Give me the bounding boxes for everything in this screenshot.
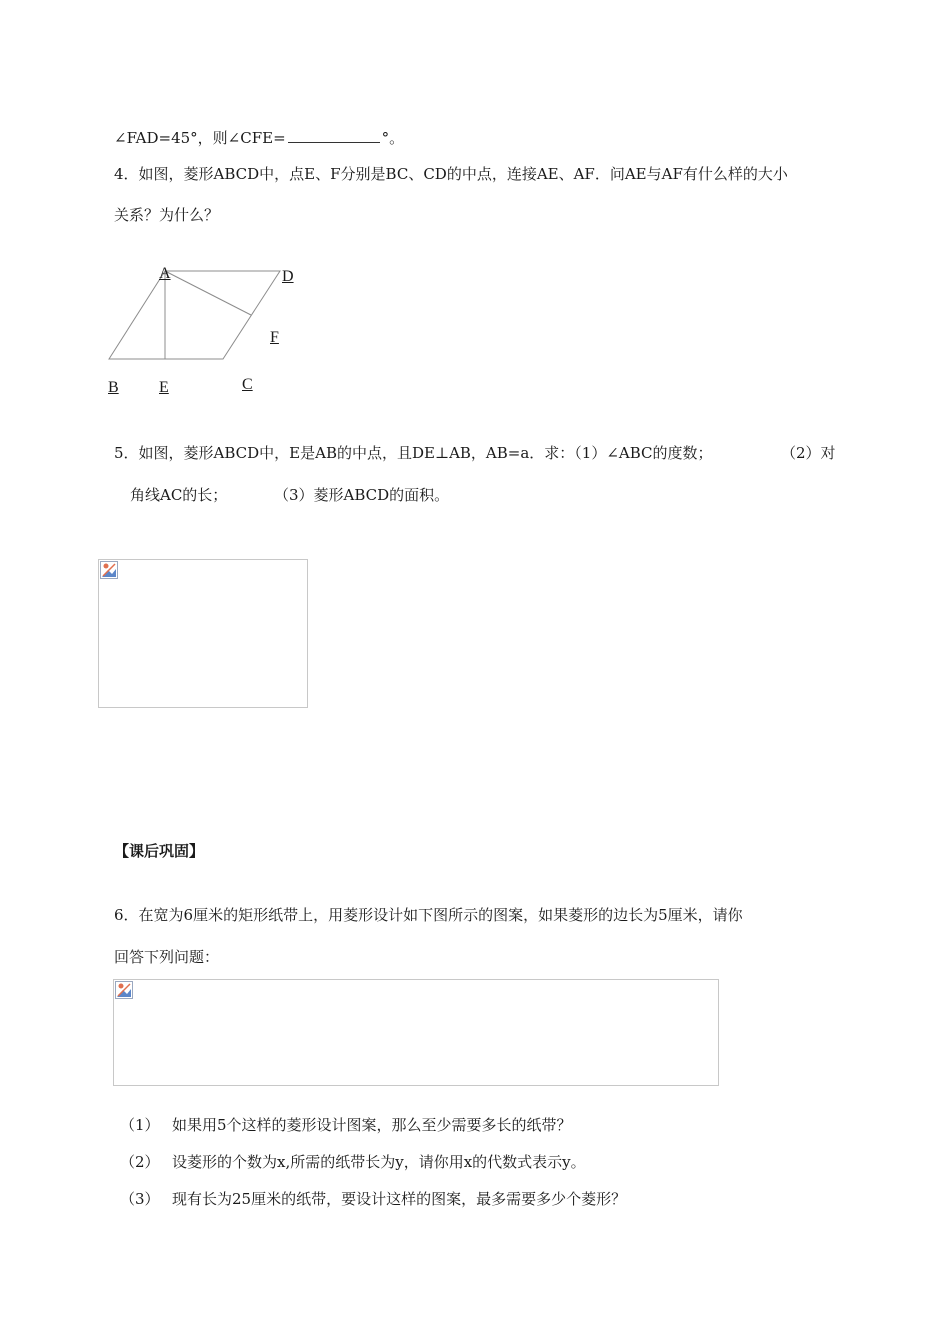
segment-af bbox=[165, 271, 251, 315]
q5-line1-a: 5．如图，菱形ABCD中，E是AB的中点，且DE⊥AB，AB=a．求：（1）∠ABC的度数； bbox=[114, 444, 713, 462]
q6-item-2-num: （2） bbox=[120, 1153, 160, 1171]
q6-item-3-num: （3） bbox=[120, 1190, 160, 1208]
rhombus-diagram bbox=[100, 260, 300, 370]
section-title: 【课后巩固】 bbox=[114, 842, 205, 860]
label-b: B bbox=[108, 379, 119, 396]
broken-image-icon bbox=[100, 561, 118, 579]
q3-tail bbox=[114, 128, 404, 148]
q5-line2-b: （3）菱形ABCD的面积。 bbox=[274, 486, 450, 504]
q3-tail-part2: °。 bbox=[381, 129, 405, 147]
q4-line1: 4．如图，菱形ABCD中，点E、F分别是BC、CD的中点，连接AE、AF．问AE与AF有什么样的大小 bbox=[114, 165, 788, 183]
label-f: F bbox=[270, 329, 279, 346]
q3-tail-part1: ∠FAD=45°，则∠CFE= bbox=[114, 129, 286, 147]
q5-line1-b: （2）对 bbox=[781, 444, 836, 462]
rhombus-abcd bbox=[109, 271, 280, 359]
q6-line1: 6．在宽为6厘米的矩形纸带上，用菱形设计如下图所示的图案，如果菱形的边长为5厘米，请你 bbox=[114, 906, 743, 924]
label-e: E bbox=[159, 379, 169, 396]
q5-line2-a: 角线AC的长； bbox=[130, 486, 228, 504]
q4-line2: 关系？为什么？ bbox=[114, 206, 220, 224]
label-c: C bbox=[242, 376, 253, 393]
answer-blank[interactable] bbox=[288, 128, 380, 143]
q6-item-2-text: 设菱形的个数为x,所需的纸带长为y，请你用x的代数式表示y。 bbox=[172, 1153, 586, 1171]
q5-line1 bbox=[114, 443, 713, 463]
q6-item-3-text: 现有长为25厘米的纸带，要设计这样的图案，最多需要多少个菱形？ bbox=[172, 1190, 627, 1208]
q6-item-1-num: （1） bbox=[120, 1116, 160, 1134]
label-a: A bbox=[159, 265, 171, 282]
label-d: D bbox=[282, 268, 294, 285]
q6-figure-placeholder bbox=[113, 979, 719, 1086]
q6-line2: 回答下列问题： bbox=[114, 948, 220, 966]
q6-item-1-text: 如果用5个这样的菱形设计图案，那么至少需要多长的纸带？ bbox=[172, 1116, 572, 1134]
broken-image-icon bbox=[115, 981, 133, 999]
q5-figure-placeholder bbox=[98, 559, 308, 708]
